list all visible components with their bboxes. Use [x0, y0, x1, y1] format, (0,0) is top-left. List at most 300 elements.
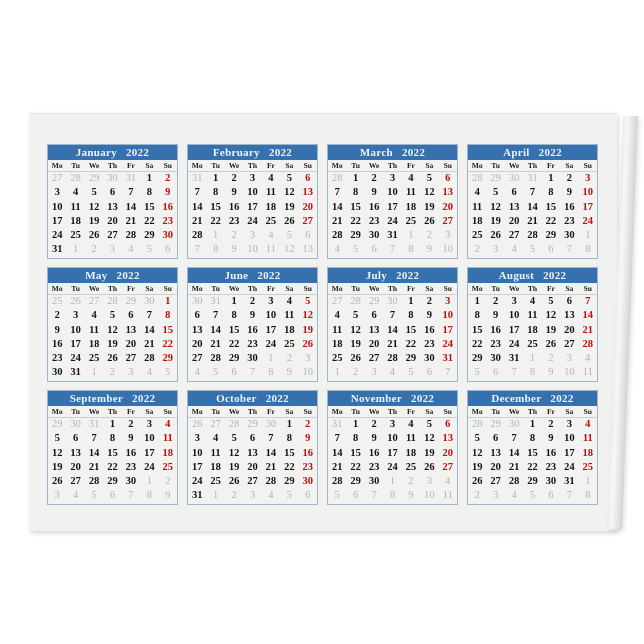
- day-cell: 14: [144, 324, 155, 336]
- day-cell: 8: [268, 367, 274, 379]
- weekday-label: Su: [303, 161, 312, 170]
- day-cell: 4: [213, 433, 219, 445]
- day-cell: 25: [265, 215, 277, 227]
- day-cell: 9: [493, 310, 499, 322]
- day-cell: 7: [511, 433, 517, 445]
- day-cell: 8: [585, 244, 591, 256]
- day-cell: 31: [508, 353, 520, 365]
- day-cell: 4: [268, 230, 274, 242]
- day-cell: 20: [70, 461, 81, 473]
- day-cell: 16: [247, 324, 258, 336]
- weekday-row: [468, 283, 597, 295]
- day-cell: 31: [564, 476, 575, 488]
- weekday-label: Th: [527, 407, 538, 416]
- day-cell: 4: [128, 244, 134, 256]
- day-cell: 3: [249, 490, 256, 502]
- weekday-label: We: [228, 161, 240, 170]
- day-cell: 27: [191, 353, 203, 365]
- day-cell: 6: [445, 173, 451, 184]
- weekday-label: Mo: [471, 161, 483, 170]
- day-cell: 27: [70, 476, 81, 488]
- month-year: 2022: [126, 146, 150, 159]
- weekday-label: Th: [387, 284, 398, 293]
- day-cell: 28: [331, 230, 343, 242]
- day-cell: 4: [334, 310, 340, 322]
- day-cell: 29: [247, 419, 258, 430]
- day-cell: 29: [368, 296, 380, 307]
- day-cell: 15: [527, 447, 538, 459]
- day-cell: 6: [353, 490, 359, 502]
- day-cell: 12: [490, 201, 501, 213]
- month-december: [467, 390, 598, 505]
- day-cell: 3: [566, 419, 572, 430]
- day-cell: 29: [284, 476, 295, 488]
- day-cell: 31: [387, 230, 398, 242]
- day-cell: 1: [213, 490, 219, 502]
- day-cell: 4: [445, 476, 451, 488]
- month-january: [47, 144, 178, 259]
- weekday-label: Su: [583, 161, 592, 170]
- day-cell: 13: [564, 310, 575, 322]
- day-cell: 12: [302, 310, 314, 322]
- day-cell: 5: [548, 296, 554, 307]
- day-cell: 15: [350, 447, 361, 459]
- day-grid: [328, 295, 457, 381]
- day-cell: 8: [408, 244, 414, 256]
- day-cell: 29: [471, 353, 483, 365]
- day-cell: 30: [70, 419, 81, 430]
- day-cell: 9: [128, 433, 134, 445]
- day-cell: 2: [548, 353, 554, 365]
- day-cell: 6: [426, 367, 432, 379]
- weekday-label: Su: [443, 284, 452, 293]
- day-cell: 8: [165, 310, 171, 322]
- day-cell: 8: [213, 187, 219, 199]
- day-cell: 10: [265, 310, 277, 322]
- day-cell: 22: [350, 215, 361, 227]
- month-name: April: [503, 146, 530, 159]
- day-cell: 7: [146, 310, 152, 322]
- day-cell: 31: [191, 490, 203, 502]
- day-cell: 14: [582, 310, 594, 322]
- day-cell: 26: [471, 476, 483, 488]
- weekday-label: Sa: [145, 284, 154, 293]
- weekday-label: Su: [583, 284, 592, 293]
- day-cell: 25: [162, 461, 174, 473]
- day-cell: 6: [445, 419, 451, 430]
- day-cell: 28: [144, 353, 155, 365]
- day-cell: 28: [331, 173, 343, 184]
- day-cell: 10: [51, 201, 63, 213]
- day-cell: 30: [162, 230, 174, 242]
- day-cell: 14: [508, 447, 520, 459]
- day-cell: 1: [165, 296, 171, 307]
- day-cell: 20: [125, 338, 137, 350]
- month-header: [468, 145, 597, 160]
- day-cell: 3: [445, 296, 451, 307]
- day-cell: 16: [564, 201, 575, 213]
- day-cell: 23: [228, 215, 240, 227]
- weekday-label: Sa: [145, 407, 154, 416]
- weekday-label: Th: [387, 161, 398, 170]
- day-cell: 1: [146, 476, 152, 488]
- month-may: [47, 267, 178, 382]
- day-cell: 4: [408, 419, 414, 430]
- day-cell: 27: [210, 419, 221, 430]
- day-cell: 25: [70, 230, 81, 242]
- month-header: [468, 268, 597, 283]
- day-cell: 29: [490, 173, 501, 184]
- day-cell: 31: [191, 173, 203, 184]
- day-cell: 12: [51, 447, 63, 459]
- day-cell: 29: [88, 173, 100, 184]
- month-april: [467, 144, 598, 259]
- day-cell: 3: [54, 490, 60, 502]
- day-grid: [48, 172, 177, 258]
- day-cell: 10: [191, 447, 203, 459]
- day-cell: 7: [194, 244, 200, 256]
- month-july: [327, 267, 458, 382]
- day-cell: 16: [162, 201, 174, 213]
- day-cell: 17: [582, 201, 594, 213]
- month-year: 2022: [257, 269, 281, 282]
- day-cell: 10: [70, 324, 81, 336]
- day-cell: 4: [585, 419, 591, 430]
- month-year: 2022: [543, 269, 567, 282]
- day-cell: 21: [125, 215, 137, 227]
- day-cell: 19: [471, 461, 483, 473]
- weekday-label: Sa: [565, 161, 574, 170]
- day-grid: [188, 418, 317, 504]
- day-cell: 8: [286, 433, 292, 445]
- weekday-label: Mo: [331, 161, 343, 170]
- day-cell: 11: [70, 201, 81, 213]
- day-cell: 2: [231, 490, 237, 502]
- day-cell: 15: [545, 201, 557, 213]
- day-cell: 30: [265, 419, 277, 430]
- weekday-row: [468, 160, 597, 172]
- day-cell: 7: [371, 490, 377, 502]
- day-cell: 4: [511, 490, 517, 502]
- day-cell: 13: [70, 447, 81, 459]
- day-cell: 18: [527, 324, 538, 336]
- day-cell: 13: [107, 201, 118, 213]
- day-cell: 7: [213, 310, 219, 322]
- day-cell: 16: [228, 201, 240, 213]
- day-cell: 19: [284, 201, 295, 213]
- day-cell: 22: [228, 338, 240, 350]
- month-name: June: [224, 269, 249, 282]
- day-cell: 24: [387, 215, 398, 227]
- day-cell: 6: [73, 433, 79, 445]
- day-cell: 17: [70, 338, 81, 350]
- day-cell: 8: [389, 490, 396, 502]
- day-cell: 3: [389, 419, 396, 430]
- day-cell: 2: [231, 173, 237, 184]
- weekday-row: [188, 283, 317, 295]
- day-cell: 31: [331, 419, 343, 430]
- month-year: 2022: [132, 392, 156, 405]
- day-cell: 3: [128, 367, 134, 379]
- day-cell: 5: [426, 419, 432, 430]
- day-cell: 21: [210, 338, 221, 350]
- day-cell: 29: [228, 353, 240, 365]
- day-cell: 6: [371, 244, 377, 256]
- day-cell: 9: [165, 187, 171, 199]
- day-cell: 20: [442, 201, 454, 213]
- day-cell: 25: [51, 296, 63, 307]
- day-cell: 16: [125, 447, 137, 459]
- day-cell: 19: [88, 215, 100, 227]
- greeting-card: [30, 113, 617, 531]
- day-cell: 1: [286, 419, 292, 430]
- day-cell: 21: [508, 461, 520, 473]
- day-cell: 21: [144, 338, 155, 350]
- day-cell: 11: [265, 244, 276, 256]
- day-cell: 26: [424, 215, 435, 227]
- day-cell: 29: [107, 476, 118, 488]
- weekday-label: We: [508, 407, 520, 416]
- day-cell: 1: [213, 173, 219, 184]
- day-cell: 6: [231, 367, 237, 379]
- day-cell: 16: [424, 324, 435, 336]
- day-grid: [468, 172, 597, 258]
- month-name: February: [212, 146, 260, 159]
- day-cell: 2: [371, 419, 377, 430]
- day-cell: 2: [474, 490, 480, 502]
- day-cell: 8: [353, 187, 359, 199]
- day-cell: 10: [508, 310, 520, 322]
- day-cell: 11: [162, 433, 173, 445]
- day-cell: 27: [331, 296, 343, 307]
- day-cell: 23: [162, 215, 174, 227]
- day-cell: 17: [387, 201, 398, 213]
- weekday-label: Fr: [546, 407, 555, 416]
- month-november: [327, 390, 458, 505]
- day-cell: 17: [247, 201, 258, 213]
- day-cell: 11: [472, 201, 483, 213]
- day-cell: 22: [107, 461, 118, 473]
- weekday-label: Fr: [126, 161, 135, 170]
- month-name: November: [350, 392, 403, 405]
- weekday-row: [188, 160, 317, 172]
- day-cell: 29: [51, 419, 63, 430]
- day-grid: [188, 295, 317, 381]
- day-cell: 2: [474, 244, 480, 256]
- day-cell: 28: [508, 476, 520, 488]
- day-cell: 11: [284, 310, 295, 322]
- day-cell: 30: [51, 367, 63, 379]
- day-cell: 27: [302, 215, 314, 227]
- day-cell: 15: [162, 324, 174, 336]
- day-cell: 24: [442, 338, 454, 350]
- day-cell: 25: [582, 461, 594, 473]
- day-cell: 24: [191, 476, 203, 488]
- day-cell: 19: [545, 324, 557, 336]
- day-cell: 9: [249, 310, 256, 322]
- day-cell: 1: [408, 296, 414, 307]
- day-cell: 28: [265, 476, 277, 488]
- day-cell: 5: [353, 310, 359, 322]
- day-cell: 12: [284, 244, 295, 256]
- day-cell: 10: [302, 367, 314, 379]
- day-cell: 1: [334, 367, 340, 379]
- day-cell: 19: [490, 215, 501, 227]
- weekday-label: Tu: [351, 407, 360, 416]
- weekday-label: Mo: [51, 407, 63, 416]
- day-cell: 26: [51, 476, 63, 488]
- month-year: 2022: [401, 146, 426, 159]
- day-cell: 24: [508, 338, 520, 350]
- day-cell: 1: [585, 230, 591, 242]
- day-cell: 3: [194, 433, 200, 445]
- day-cell: 30: [545, 476, 557, 488]
- day-cell: 20: [442, 447, 454, 459]
- month-header: [48, 145, 177, 160]
- weekday-label: We: [368, 284, 380, 293]
- weekday-label: Th: [107, 161, 118, 170]
- day-cell: 13: [508, 201, 520, 213]
- day-cell: 1: [91, 367, 97, 379]
- day-cell: 1: [353, 173, 359, 184]
- day-cell: 27: [564, 338, 575, 350]
- day-cell: 23: [302, 461, 314, 473]
- day-cell: 28: [88, 476, 100, 488]
- weekday-label: Tu: [71, 161, 80, 170]
- weekday-label: Sa: [425, 161, 434, 170]
- day-cell: 30: [368, 476, 380, 488]
- day-grid: [468, 418, 597, 504]
- day-cell: 11: [582, 433, 593, 445]
- day-cell: 30: [387, 296, 398, 307]
- day-cell: 11: [442, 490, 453, 502]
- weekday-label: Mo: [51, 161, 63, 170]
- day-cell: 18: [471, 215, 483, 227]
- day-cell: 22: [284, 461, 295, 473]
- day-cell: 7: [91, 433, 97, 445]
- day-cell: 31: [88, 419, 100, 430]
- weekday-label: Tu: [491, 407, 500, 416]
- day-cell: 8: [529, 433, 536, 445]
- day-cell: 27: [88, 296, 100, 307]
- day-cell: 10: [442, 244, 454, 256]
- day-cell: 26: [350, 353, 361, 365]
- day-cell: 31: [125, 173, 137, 184]
- day-cell: 2: [128, 419, 134, 430]
- day-cell: 22: [527, 461, 538, 473]
- day-cell: 5: [353, 244, 359, 256]
- day-cell: 26: [302, 338, 314, 350]
- weekday-label: Su: [163, 407, 172, 416]
- day-grid: [48, 418, 177, 504]
- day-cell: 20: [191, 338, 203, 350]
- weekday-label: Sa: [285, 407, 294, 416]
- day-cell: 3: [146, 419, 152, 430]
- day-cell: 26: [490, 230, 501, 242]
- day-cell: 13: [247, 447, 258, 459]
- weekday-label: We: [88, 161, 100, 170]
- day-cell: 4: [286, 296, 292, 307]
- day-cell: 1: [109, 419, 116, 430]
- day-cell: 15: [471, 324, 483, 336]
- day-cell: 10: [387, 433, 398, 445]
- weekday-label: We: [508, 284, 520, 293]
- day-cell: 23: [368, 215, 380, 227]
- weekday-row: [48, 406, 177, 418]
- day-cell: 8: [408, 310, 414, 322]
- day-cell: 11: [265, 187, 276, 199]
- day-cell: 4: [73, 187, 79, 199]
- weekday-label: Th: [387, 407, 398, 416]
- weekday-label: Mo: [471, 284, 483, 293]
- day-cell: 30: [144, 296, 155, 307]
- day-cell: 31: [442, 353, 454, 365]
- day-cell: 6: [194, 310, 200, 322]
- day-cell: 24: [387, 461, 398, 473]
- day-cell: 16: [545, 447, 557, 459]
- weekday-label: Mo: [51, 284, 63, 293]
- day-cell: 18: [331, 338, 343, 350]
- day-cell: 4: [146, 367, 152, 379]
- day-cell: 5: [426, 173, 432, 184]
- day-cell: 28: [582, 338, 594, 350]
- day-cell: 19: [51, 461, 63, 473]
- day-cell: 7: [194, 187, 200, 199]
- day-cell: 13: [302, 187, 314, 199]
- day-cell: 31: [527, 173, 538, 184]
- month-name: May: [85, 269, 108, 282]
- day-cell: 12: [228, 447, 240, 459]
- day-cell: 12: [350, 324, 361, 336]
- weekday-label: Tu: [351, 284, 360, 293]
- day-cell: 3: [389, 173, 396, 184]
- day-cell: 7: [445, 367, 451, 379]
- weekday-label: Mo: [331, 407, 343, 416]
- day-cell: 18: [70, 215, 81, 227]
- day-cell: 3: [268, 296, 274, 307]
- day-cell: 30: [564, 230, 575, 242]
- day-cell: 3: [445, 230, 451, 242]
- month-september: [47, 390, 178, 505]
- day-cell: 30: [424, 353, 435, 365]
- day-cell: 3: [371, 367, 377, 379]
- day-cell: 19: [302, 324, 314, 336]
- day-cell: 22: [471, 338, 483, 350]
- day-cell: 27: [107, 230, 118, 242]
- day-cell: 4: [73, 490, 79, 502]
- weekday-label: Fr: [406, 284, 415, 293]
- day-cell: 10: [564, 367, 575, 379]
- day-cell: 4: [408, 173, 414, 184]
- day-cell: 8: [529, 367, 536, 379]
- day-cell: 9: [566, 187, 572, 199]
- month-header: [328, 391, 457, 406]
- weekday-label: Su: [303, 284, 312, 293]
- day-cell: 3: [585, 173, 591, 184]
- day-cell: 24: [564, 461, 575, 473]
- day-cell: 10: [442, 310, 454, 322]
- day-cell: 8: [585, 490, 591, 502]
- day-cell: 7: [529, 187, 536, 199]
- weekday-label: We: [228, 284, 240, 293]
- day-cell: 23: [424, 338, 435, 350]
- weekday-label: Su: [303, 407, 312, 416]
- day-cell: 22: [210, 215, 221, 227]
- month-header: [188, 268, 317, 283]
- day-cell: 17: [564, 447, 575, 459]
- day-cell: 2: [566, 173, 572, 184]
- day-cell: 21: [88, 461, 100, 473]
